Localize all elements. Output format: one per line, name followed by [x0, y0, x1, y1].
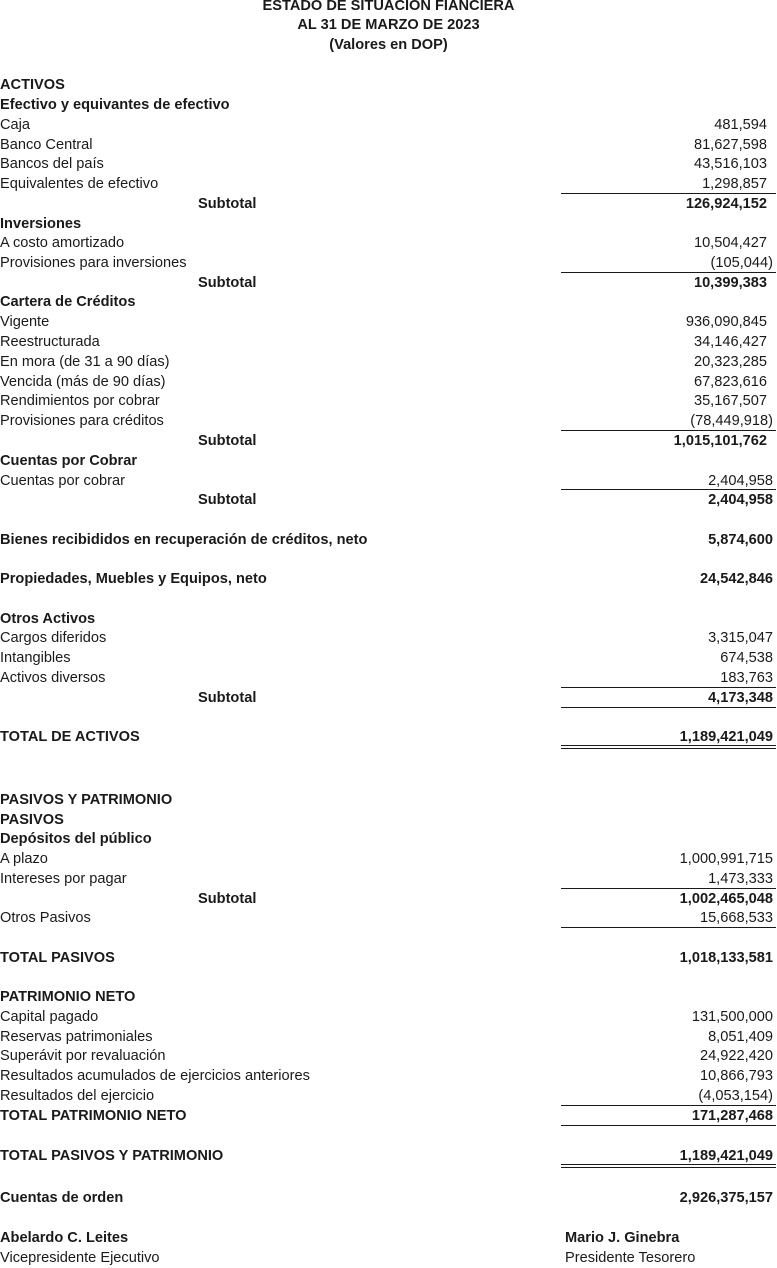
line-value: (78,449,918): [690, 413, 773, 429]
total-assets-row: [0, 727, 777, 747]
subtotal-rule: [561, 927, 776, 928]
total-liabilities-value: 1,018,133,581: [679, 950, 773, 966]
subtotal-label: Subtotal: [198, 690, 257, 706]
subtotal-value: 1,002,465,048: [679, 891, 773, 907]
line-item: [0, 391, 777, 411]
total-assets-label: TOTAL DE ACTIVOS: [0, 729, 140, 745]
subtotal-value: 4,173,348: [708, 690, 773, 706]
other-liabilities-row: [0, 908, 777, 928]
line-value: 8,051,409: [708, 1029, 773, 1045]
line-item: [0, 352, 777, 372]
line-value: 34,146,427: [693, 334, 767, 350]
other-assets-heading: Otros Activos: [0, 611, 96, 627]
line-label: A plazo: [0, 851, 48, 867]
other-assets-heading-row: [0, 609, 777, 629]
total-liabilities-row: [0, 948, 777, 968]
line-label: Cuentas por cobrar: [0, 473, 125, 489]
total-equity-label: TOTAL PATRIMONIO NETO: [0, 1108, 187, 1124]
property-label: Propiedades, Muebles y Equipos, neto: [0, 571, 267, 587]
liabilities-heading-row: [0, 810, 777, 830]
line-value: 20,323,285: [693, 354, 767, 370]
report-title: ESTADO DE SITUACION FIANCIERA: [262, 0, 515, 14]
loans-heading: Cartera de Créditos: [0, 294, 136, 310]
line-value: (4,053,154): [698, 1088, 773, 1104]
line-value: 3,315,047: [708, 630, 773, 646]
line-item: [0, 471, 777, 491]
line-label: Resultados del ejercicio: [0, 1088, 155, 1104]
signatory-name: Abelardo C. Leites: [0, 1230, 129, 1246]
subtotal-row: [0, 194, 777, 214]
property-value: 24,542,846: [699, 571, 773, 587]
line-item: [0, 154, 777, 174]
subtotal-row: [0, 688, 777, 708]
line-value: 1,473,333: [708, 871, 773, 887]
line-value: 10,504,427: [693, 235, 767, 251]
line-item: [0, 253, 777, 273]
line-label: Intereses por pagar: [0, 871, 127, 887]
line-item: [0, 648, 777, 668]
line-value: 183,763: [720, 670, 773, 686]
line-item: [0, 849, 777, 869]
line-value: 1,298,857: [702, 176, 767, 192]
subtotal-label: Subtotal: [198, 275, 257, 291]
grand-total-value: 1,189,421,049: [679, 1148, 773, 1164]
investments-heading: Inversiones: [0, 216, 82, 232]
signatory-role: Presidente Tesorero: [565, 1250, 696, 1266]
subtotal-row: [0, 431, 777, 451]
receivables-heading: Cuentas por Cobrar: [0, 453, 138, 469]
line-label: En mora (de 31 a 90 días): [0, 354, 170, 370]
line-item: [0, 135, 777, 155]
subtotal-row: [0, 889, 777, 909]
line-item: [0, 1066, 777, 1086]
line-label: Provisiones para inversiones: [0, 255, 187, 271]
total-double-rule: [561, 1164, 776, 1168]
liabilities-equity-heading-row: [0, 790, 777, 810]
line-label: Equivalentes de efectivo: [0, 176, 159, 192]
subtotal-row: [0, 273, 777, 293]
line-label: Banco Central: [0, 137, 93, 153]
line-label: Reestructurada: [0, 334, 100, 350]
line-label: Cargos diferidos: [0, 630, 107, 646]
grand-total-label: TOTAL PASIVOS Y PATRIMONIO: [0, 1148, 224, 1164]
receivables-heading-row: [0, 451, 777, 471]
cash-heading: Efectivo y equivantes de efectivo: [0, 97, 230, 113]
subtotal-value: 126,924,152: [685, 196, 767, 212]
line-item: [0, 174, 777, 194]
line-item: [0, 628, 777, 648]
line-item: [0, 115, 777, 135]
line-value: 43,516,103: [693, 156, 767, 172]
line-label: Provisiones para créditos: [0, 413, 164, 429]
subtotal-label: Subtotal: [198, 196, 257, 212]
property-row: [0, 569, 777, 589]
signatory-role: Vicepresidente Ejecutivo: [0, 1250, 160, 1266]
subtotal-value: 10,399,383: [693, 275, 767, 291]
line-item: [0, 668, 777, 688]
line-item: [0, 1007, 777, 1027]
memo-accounts-label: Cuentas de orden: [0, 1190, 124, 1206]
subtotal-value: 1,015,101,762: [673, 433, 767, 449]
assets-heading-row: [0, 75, 777, 95]
line-value: 67,823,616: [693, 374, 767, 390]
subtotal-label: Subtotal: [198, 891, 257, 907]
deposits-heading: Depósitos del público: [0, 831, 152, 847]
equity-heading-row: [0, 987, 777, 1007]
report-currency: (Valores en DOP): [329, 37, 448, 53]
other-liabilities-label: Otros Pasivos: [0, 910, 91, 926]
line-item: [0, 332, 777, 352]
equity-heading: PATRIMONIO NETO: [0, 989, 136, 1005]
line-value: 131,500,000: [691, 1009, 773, 1025]
subtotal-label: Subtotal: [198, 492, 257, 508]
line-label: Intangibles: [0, 650, 71, 666]
foreclosed-label: Bienes recibididos en recuperación de créditos, neto: [0, 532, 368, 548]
total-assets-value: 1,189,421,049: [679, 729, 773, 745]
investments-heading-row: [0, 214, 777, 234]
total-equity-row: [0, 1106, 777, 1126]
subtotal-row: [0, 490, 777, 510]
line-label: Vencida (más de 90 días): [0, 374, 166, 390]
total-liabilities-label: TOTAL PASIVOS: [0, 950, 115, 966]
line-label: Reservas patrimoniales: [0, 1029, 153, 1045]
line-value: 481,594: [714, 117, 767, 133]
report-date: AL 31 DE MARZO DE 2023: [297, 17, 480, 33]
line-label: Resultados acumulados de ejercicios anteriores: [0, 1068, 310, 1084]
line-item: [0, 1046, 777, 1066]
loans-heading-row: [0, 292, 777, 312]
line-label: Bancos del país: [0, 156, 104, 172]
line-label: Activos diversos: [0, 670, 106, 686]
memo-accounts-row: [0, 1188, 777, 1208]
line-label: Capital pagado: [0, 1009, 99, 1025]
line-value: 936,090,845: [685, 314, 767, 330]
other-liabilities-value: 15,668,533: [699, 910, 773, 926]
total-equity-value: 171,287,468: [691, 1108, 773, 1124]
signatory-name: Mario J. Ginebra: [565, 1230, 680, 1246]
foreclosed-row: [0, 530, 777, 550]
assets-heading: ACTIVOS: [0, 77, 65, 93]
line-value: 1,000,991,715: [679, 851, 773, 867]
subtotal-label: Subtotal: [198, 433, 257, 449]
line-item: [0, 411, 777, 431]
subtotal-value: 2,404,958: [708, 492, 773, 508]
line-label: Rendimientos por cobrar: [0, 393, 160, 409]
line-item: [0, 233, 777, 253]
line-value: 2,404,958: [708, 473, 773, 489]
memo-accounts-value: 2,926,375,157: [679, 1190, 773, 1206]
line-label: Caja: [0, 117, 31, 133]
line-item: [0, 372, 777, 392]
line-item: [0, 312, 777, 332]
line-value: 10,866,793: [699, 1068, 773, 1084]
line-label: Vigente: [0, 314, 50, 330]
subtotal-bottom-rule: [561, 1125, 776, 1126]
line-value: 674,538: [720, 650, 773, 666]
line-item: [0, 1086, 777, 1106]
subtotal-bottom-rule: [561, 707, 776, 708]
total-double-rule: [561, 745, 776, 749]
line-value: 35,167,507: [693, 393, 767, 409]
deposits-heading-row: [0, 829, 777, 849]
foreclosed-value: 5,874,600: [708, 532, 773, 548]
liabilities-heading: PASIVOS: [0, 812, 64, 828]
line-value: 81,627,598: [693, 137, 767, 153]
line-item: [0, 869, 777, 889]
line-label: Superávit por revaluación: [0, 1048, 166, 1064]
cash-heading-row: [0, 95, 777, 115]
line-value: 24,922,420: [699, 1048, 773, 1064]
line-value: (105,044): [710, 255, 773, 271]
line-item: [0, 1027, 777, 1047]
liabilities-equity-heading: PASIVOS Y PATRIMONIO: [0, 792, 173, 808]
line-label: A costo amortizado: [0, 235, 125, 251]
grand-total-row: [0, 1146, 777, 1166]
